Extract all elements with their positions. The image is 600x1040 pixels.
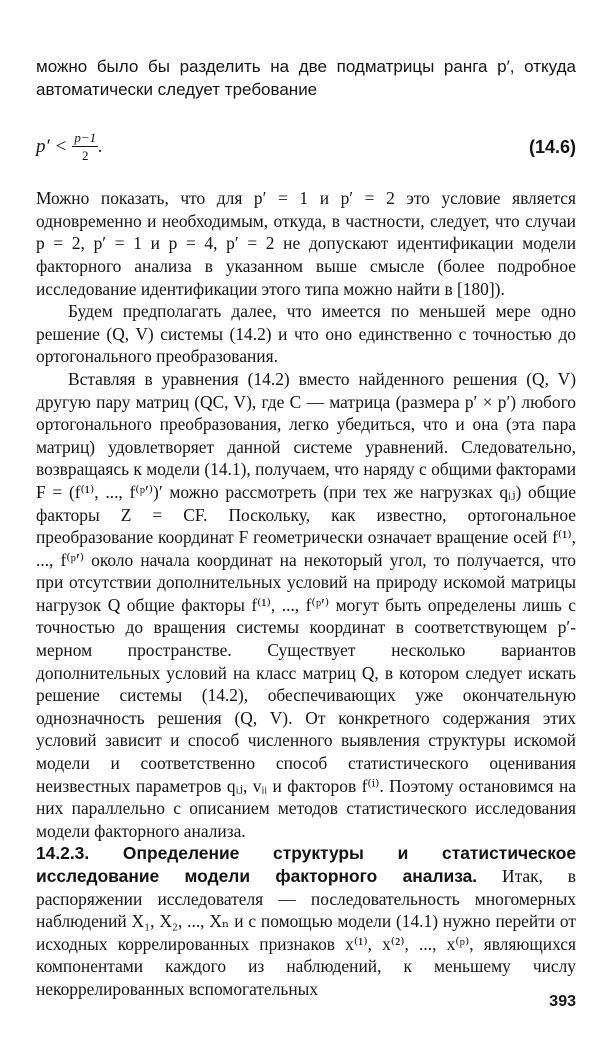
continuation-paragraph: можно было бы разделить на две подматрицы ранга p′, откуда автоматически следует требование (36, 57, 576, 99)
fraction-denominator: 2 (82, 148, 89, 164)
page-number: 393 (549, 993, 576, 1010)
fraction-numerator: p−1 (74, 130, 97, 146)
body-paragraph: Будем предполагать далее, что имеется по меньшей мере одно решение (Q, V) системы (14.2) и что оно единственно с точностью до ортогонального преобразования. (36, 301, 576, 367)
display-equation (36, 127, 576, 167)
equation-expression (36, 131, 103, 163)
section-text: Итак, в распоряжении исследователя — последовательность многомерных наблюдений X₁, X₂, ..., Xₙ и с помощью модели (14.1) нужно перейти от исходных коррелированных признаков x⁽¹⁾, x⁽²⁾, ..., x⁽ᵖ⁾, являющихся компонентами каждого из наблюдений, к меньшему числу некоррелированных вспомогательных (36, 866, 576, 999)
equation-fraction (72, 131, 98, 163)
equation-number: (14.6) (528, 136, 576, 157)
body-paragraph: Вставляя в уравнения (14.2) вместо найденного решения (Q, V) другую пару матриц (QC, V), где C — матрица (размера p′ × p′) любого ортогонального преобразования, легко убедиться, что и она (эта пара матриц) удовлетворяет данной системе уравнений. Следовательно, возвращаясь к модели (14.1), получаем, что наряду с общими факторами F = (f⁽¹⁾, ..., f⁽ᵖ′⁾)′ можно рассмотреть (при тех же нагрузках qᵢⱼ) общие факторы Z = CF. Поскольку, как известно, ортогональное преобразование координат F геометрически означает вращение осей f⁽¹⁾, ..., f⁽ᵖ′⁾ около начала координат на некоторый угол, то получается, что при отсутствии дополнительных условий на природу искомой матрицы нагрузок Q общие факторы f⁽¹⁾, ..., f⁽ᵖ′⁾ могут быть определены лишь с точностью до вращения системы координат в соответствующем p′-мерном пространстве. Существует несколько вариантов дополнительных условий на класс матриц Q, в котором следует искать решение системы (14.2), обеспечивающих уже окончательную однозначность решения (Q, V). От конкретного содержания этих условий зависит и способ численного выявления структуры искомой модели и соответственно способ статистического оценивания неизвестных параметров qᵢⱼ, vᵢᵢ и факторов f⁽ⁱ⁾. Поэтому остановимся на них параллельно с описанием методов статистического исследования модели факторного анализа. (36, 368, 576, 841)
equation-trail: . (98, 136, 103, 158)
body-paragraph: Можно показать, что для p′ = 1 и p′ = 2 это условие является одновременно и необходимым, откуда, в частности, следует, что случаи p = 2, p′ = 1 и p = 4, p′ = 2 не допускают идентификации модели факторного анализа в указанном выше смысле (более подробное исследование идентификации этого типа можно найти в [180]). (36, 188, 576, 299)
equation-lhs: p′ (36, 136, 50, 158)
section-paragraph (36, 842, 576, 1000)
equation-relation: < (55, 136, 67, 158)
section-heading: 14.2.3. Определение структуры и статистическое исследование модели факторного анализа. (36, 843, 576, 886)
